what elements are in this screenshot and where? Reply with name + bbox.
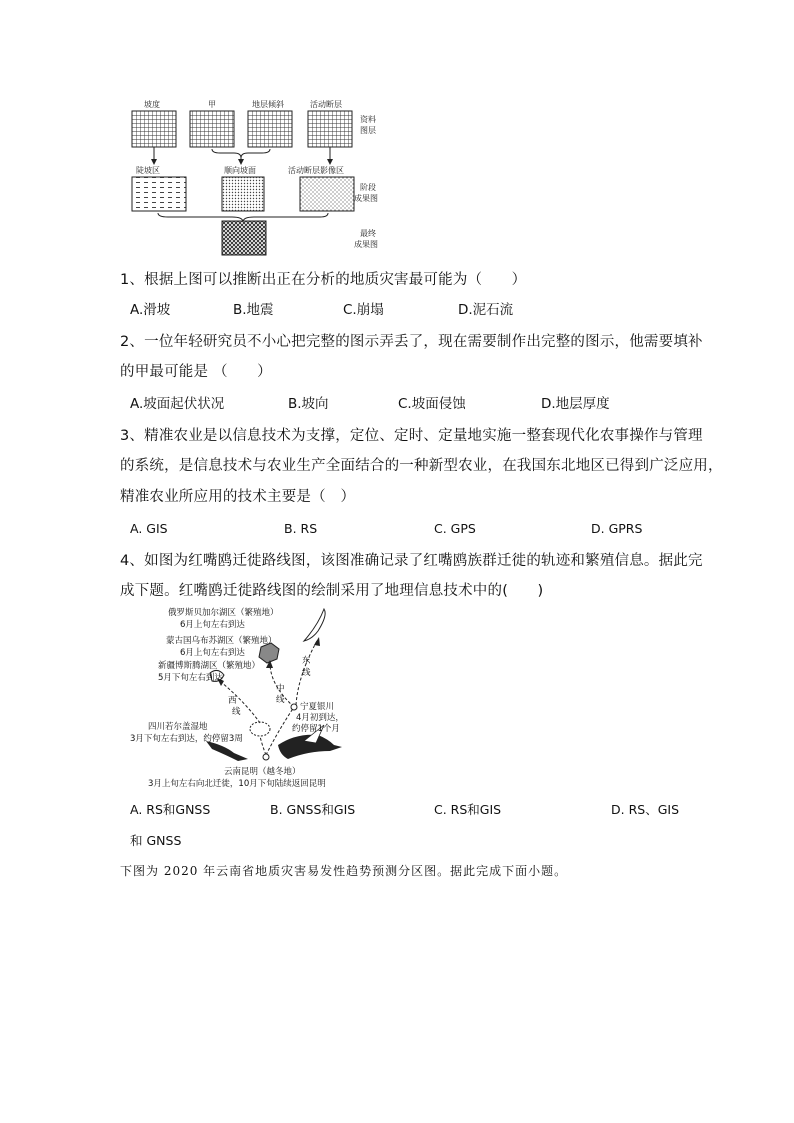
q3-option-a[interactable]: A. GIS (130, 521, 168, 536)
gull-left-icon (206, 741, 248, 761)
map-label-uvs: 蒙古国乌布苏湖区（繁殖地） (166, 636, 277, 646)
map-label-east-1: 东 (302, 656, 311, 666)
q4-option-b[interactable]: B. GNSS和GIS (270, 802, 356, 817)
gis-overlay-diagram (120, 95, 400, 257)
map-label-yinchuan: 宁夏银川 (300, 702, 335, 712)
map-label-bosten: 新疆博斯腾湖区（繁殖地） (158, 661, 261, 671)
stage-label-dip-slope: 顺向坡面 (224, 166, 256, 175)
map-label-mid-2: 线 (276, 695, 285, 705)
layer-jia-grid (190, 111, 234, 147)
q2-option-c[interactable]: C.坡面侵蚀 (398, 396, 466, 412)
question-2-line-2: 的甲最可能是 （ ） (120, 364, 272, 380)
layer-label-fault: 活动断层 (310, 100, 342, 109)
q4-option-a[interactable]: A. RS和GNSS (130, 802, 211, 817)
side-label-final-2: 成果图 (354, 240, 378, 249)
q1-option-c[interactable]: C.崩塌 (343, 302, 384, 318)
q4-option-d-wrap: 和 GNSS (130, 833, 182, 848)
q2-option-d[interactable]: D.地层厚度 (541, 396, 610, 412)
map-label-kunming-note: 3月上旬左右向北迁徙，10月下旬陆续返回昆明 (148, 779, 326, 789)
zoige-wetland-shape (250, 722, 270, 736)
stage-map-steep (132, 177, 186, 211)
layer-dip-grid (248, 111, 292, 147)
map-label-baikal: 俄罗斯贝加尔湖区（繁殖地） (168, 608, 279, 618)
question-3-line-1: 3、精准农业是以信息技术为支撑，定位、定时、定量地实施一整套现代化农事操作与管理 (120, 428, 703, 444)
kunming-to-zoige (260, 736, 266, 755)
q3-option-b[interactable]: B. RS (284, 521, 318, 536)
uvs-lake-shape (259, 643, 279, 663)
map-label-uvs-arrive: 6月上旬左右到达 (180, 648, 245, 658)
question-2-line-1: 2、一位年轻研究员不小心把完整的图示弄丢了，现在需要制作出完整的图示，他需要填补 (120, 334, 703, 350)
q4-option-c[interactable]: C. RS和GIS (434, 802, 502, 817)
yinchuan-point (291, 704, 297, 710)
map-label-yinchuan-stay: 约停留1个月 (292, 724, 340, 734)
side-label-stage-2: 成果图 (354, 194, 378, 203)
stage-label-fault-zone: 活动断层影像区 (288, 166, 344, 175)
map-label-zoige: 四川若尔盖湿地 (148, 722, 208, 732)
map-label-mid-1: 中 (276, 684, 285, 694)
next-section-note: 下图为 2020 年云南省地质灾害易发性趋势预测分区图。据此完成下面小题。 (120, 864, 568, 878)
baikal-lake-shape (304, 609, 325, 641)
side-label-final-1: 最终 (360, 229, 376, 238)
q1-option-a[interactable]: A.滑坡 (130, 302, 171, 318)
side-label-data-1: 资料 (360, 115, 376, 124)
map-label-west-2: 线 (232, 707, 241, 717)
layer-label-slope: 坡度 (144, 100, 160, 109)
q3-option-c[interactable]: C. GPS (434, 521, 476, 536)
map-label-kunming: 云南昆明（越冬地） (224, 767, 301, 777)
layer-fault-grid (308, 111, 352, 147)
question-1-stem: 1、根据上图可以推断出正在分析的地质灾害最可能为（ ） (120, 272, 527, 288)
question-4-line-2: 成下题。红嘴鸥迁徙路线图的绘制采用了地理信息技术中的( ) (120, 583, 544, 599)
q1-option-d[interactable]: D.泥石流 (458, 302, 514, 318)
q2-option-b[interactable]: B.坡向 (288, 396, 329, 412)
stage-label-steep: 陡坡区 (136, 166, 160, 175)
q1-option-b[interactable]: B.地震 (233, 302, 274, 318)
q2-option-a[interactable]: A.坡面起伏状况 (130, 396, 225, 412)
q4-option-d[interactable]: D. RS、GIS (611, 802, 679, 817)
question-3-line-3: 精准农业所应用的技术主要是（ ） (120, 489, 356, 505)
layer-slope-grid (132, 111, 176, 147)
layer-label-dip: 地层倾斜 (252, 100, 284, 109)
layer-label-jia: 甲 (208, 100, 216, 109)
side-label-stage-1: 阶段 (360, 183, 376, 192)
final-result-map (222, 221, 266, 255)
question-4-line-1: 4、如图为红嘴鸥迁徙路线图，该图准确记录了红嘴鸥族群迁徙的轨迹和繁殖信息。据此完 (120, 553, 703, 569)
stage-map-dip-slope (222, 177, 264, 211)
stage-map-fault (300, 177, 354, 211)
q3-option-d[interactable]: D. GPRS (591, 521, 643, 536)
question-3-line-2: 的系统，是信息技术与农业生产全面结合的一种新型农业，在我国东北地区已得到广泛应用， (120, 458, 723, 474)
map-label-west-1: 西 (228, 696, 237, 706)
map-label-zoige-arrive: 3月下旬左右到达，约停留3周 (130, 734, 243, 744)
map-label-yinchuan-arrive: 4月初到达， (296, 713, 344, 723)
gull-migration-map (128, 605, 368, 791)
map-label-east-2: 线 (302, 668, 311, 678)
map-label-bosten-arrive: 5月下旬左右到达 (158, 673, 223, 683)
map-label-baikal-arrive: 6月上旬左右到达 (180, 620, 245, 630)
side-label-data-2: 图层 (360, 126, 376, 135)
kunming-point (263, 754, 269, 760)
